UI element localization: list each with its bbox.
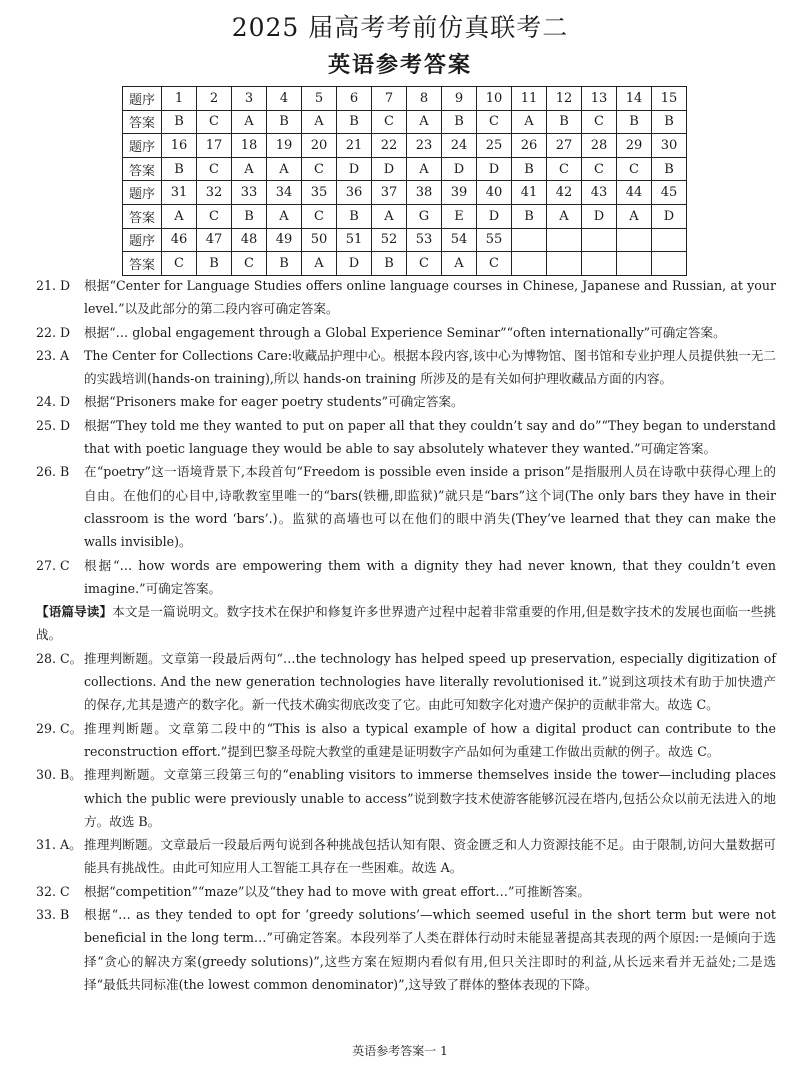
explanation-text: 在“poetry”这一语境背景下,本段首句“Freedom is possible even inside a prison”是指服刑人员在诗歌中获得心理上的自由。在他们的心目中,诗歌教室里唯一的“bars(铁栅,即监狱)”就只是“bars”这个词(The only bars they have in their classroom is the word ‘bars’.)。监狱的高墙也可以在他们的眼中消失(They’ve learned that they can make the walls invisible)。 <box>84 464 776 550</box>
table-cell: A <box>162 204 197 228</box>
table-cell: 1 <box>162 87 197 111</box>
question-number: 33. B <box>36 907 70 923</box>
explanation-text: The Center for Collections Care:收藏品护理中心。根据本段内容,该中心为博物馆、图书馆和专业护理人员提供独一无二的实践培训(hands-on training),所以 hands-on training 所涉及的是有关如何护理收藏品方面的内容。 <box>84 347 776 387</box>
table-cell: 49 <box>267 228 302 252</box>
explanation-item <box>36 274 776 321</box>
table-cell: 11 <box>512 87 547 111</box>
table-cell: B <box>547 110 582 134</box>
table-cell: G <box>407 204 442 228</box>
table-cell: C <box>477 252 512 276</box>
explanation-item <box>36 903 776 996</box>
table-cell: C <box>197 157 232 181</box>
table-cell: 30 <box>652 134 687 158</box>
table-cell: 15 <box>652 87 687 111</box>
table-cell: 17 <box>197 134 232 158</box>
table-cell: 10 <box>477 87 512 111</box>
table-cell: 44 <box>617 181 652 205</box>
table-cell: 6 <box>337 87 372 111</box>
table-cell: B <box>652 157 687 181</box>
table-cell: 46 <box>162 228 197 252</box>
question-number: 28. C。 <box>36 650 83 666</box>
table-cell: A <box>407 157 442 181</box>
table-cell: 43 <box>582 181 617 205</box>
table-cell: 38 <box>407 181 442 205</box>
table-cell: B <box>162 157 197 181</box>
explanation-text: 推理判断题。文章第三段第三句的“enabling visitors to immerse themselves inside the tower—including places which the public were previously unable to access”说到数字技术使游客能够沉浸在塔内,包括公众以前无法进入的地方。故选 B。 <box>84 767 776 829</box>
table-cell: B <box>617 110 652 134</box>
table-cell: 4 <box>267 87 302 111</box>
table-cell: 8 <box>407 87 442 111</box>
table-cell: 32 <box>197 181 232 205</box>
table-cell: 42 <box>547 181 582 205</box>
table-cell: 12 <box>547 87 582 111</box>
table-cell: B <box>162 110 197 134</box>
reading-guide-label: 【语篇导读】 <box>36 604 113 620</box>
table-cell: 14 <box>617 87 652 111</box>
table-cell: 36 <box>337 181 372 205</box>
row-label: 题序 <box>123 181 162 205</box>
question-number: 30. B。 <box>36 767 82 783</box>
table-row <box>123 134 687 158</box>
table-cell: 24 <box>442 134 477 158</box>
table-cell: B <box>232 204 267 228</box>
question-number: 21. D <box>36 278 71 293</box>
table-cell: 7 <box>372 87 407 111</box>
table-cell: D <box>477 157 512 181</box>
explanation-item <box>36 763 776 833</box>
table-cell: D <box>337 252 372 276</box>
table-cell: 45 <box>652 181 687 205</box>
explanation-text: 推理判断题。文章第一段最后两句“…the technology has helped speed up preservation, especially digitization of collections. And the new generation technologies have literally revolutionised it.”说到这项技术有助于加快遗产的保存,尤其是遗产的数字化。新一代技术确实彻底改变了它。由此可知数字化对遗产保护的贡献非常大。故选 C。 <box>84 650 776 713</box>
table-cell: 21 <box>337 134 372 158</box>
table-cell: 28 <box>582 134 617 158</box>
explanation-text: 根据“Center for Language Studies offers online language courses in Chinese, Japanese and Russian, at your level.”以及此部分的第二段内容可确定答案。 <box>84 278 776 317</box>
table-cell: 34 <box>267 181 302 205</box>
table-cell: 37 <box>372 181 407 205</box>
table-cell: A <box>267 204 302 228</box>
table-cell <box>652 252 687 276</box>
table-cell: 3 <box>232 87 267 111</box>
table-cell: C <box>582 110 617 134</box>
table-cell: 9 <box>442 87 477 111</box>
explanation-item <box>36 554 776 601</box>
explanations-group-2 <box>36 647 776 996</box>
table-cell: A <box>547 204 582 228</box>
table-cell: B <box>337 204 372 228</box>
table-cell: D <box>652 204 687 228</box>
explanation-text: 推理判断题。文章第二段中的“This is also a typical example of how a digital product can contribute to the reconstruction effort.”提到巴黎圣母院大教堂的重建是证明数字产品如何为重建工作做出贡献的例子。故选 C。 <box>84 720 776 759</box>
row-label: 题序 <box>123 134 162 158</box>
explanation-text: 根据“… as they tended to opt for ‘greedy solutions’—which seemed useful in the short term but were not beneficial in the long term…”可确定答案。本段列举了人类在群体行动时未能显著提高其表现的两个原因:一是倾向于选择“贪心的解决方案(greedy solutions)”,这些方案在短期内看似有用,但只关注即时的利益,从长远来看并无益处;二是选择“最低共同标准(the lowest common denominator)”,这导致了群体的整体表现的下降。 <box>84 907 776 992</box>
page-footer: 英语参考答案一 1 <box>352 1044 448 1058</box>
table-cell: 29 <box>617 134 652 158</box>
explanation-item <box>36 833 776 880</box>
table-cell: C <box>407 252 442 276</box>
table-cell: C <box>372 110 407 134</box>
table-cell <box>582 252 617 276</box>
explanations-group-1 <box>36 274 776 600</box>
table-cell: B <box>512 157 547 181</box>
table-cell: 52 <box>372 228 407 252</box>
table-cell: C <box>197 204 232 228</box>
table-cell <box>617 228 652 252</box>
explanation-text: 推理判断题。文章最后一段最后两句说到各种挑战包括认知有限、资金匮乏和人力资源技能不足。由于限制,访问大量数据可能具有挑战性。由此可知应用人工智能工具存在一些困难。故选 A。 <box>84 837 776 876</box>
table-row <box>123 204 687 228</box>
table-cell: D <box>372 157 407 181</box>
table-cell: C <box>582 157 617 181</box>
table-cell: 18 <box>232 134 267 158</box>
table-cell <box>582 228 617 252</box>
table-cell: C <box>617 157 652 181</box>
table-row <box>123 181 687 205</box>
row-label: 答案 <box>123 252 162 276</box>
question-number: 25. D <box>36 417 71 433</box>
table-cell: 16 <box>162 134 197 158</box>
explanation-item <box>36 414 776 461</box>
explanation-item <box>36 647 776 717</box>
table-cell: 39 <box>442 181 477 205</box>
table-cell: 5 <box>302 87 337 111</box>
table-cell: 13 <box>582 87 617 111</box>
explanation-text: 根据“… global engagement through a Global Experience Seminar”“often internationally”可确定答案。 <box>84 324 726 340</box>
explanation-item <box>36 321 776 344</box>
table-cell: 31 <box>162 181 197 205</box>
table-cell <box>512 228 547 252</box>
question-number: 31. A。 <box>36 837 82 853</box>
question-number: 32. C <box>36 883 70 899</box>
table-cell: B <box>337 110 372 134</box>
row-label: 题序 <box>123 228 162 252</box>
table-cell: D <box>477 204 512 228</box>
table-cell: B <box>652 110 687 134</box>
table-cell: 25 <box>477 134 512 158</box>
row-label: 题序 <box>123 87 162 111</box>
table-cell: 41 <box>512 181 547 205</box>
explanation-item <box>36 717 776 764</box>
table-cell: 35 <box>302 181 337 205</box>
table-cell: C <box>302 204 337 228</box>
table-cell: A <box>302 252 337 276</box>
table-cell: 50 <box>302 228 337 252</box>
page-title: 2025 届高考考前仿真联考二 <box>231 13 569 42</box>
table-cell: 22 <box>372 134 407 158</box>
page-subtitle: 英语参考答案 <box>327 52 472 78</box>
table-cell: C <box>232 252 267 276</box>
table-row <box>123 110 687 134</box>
table-cell: 2 <box>197 87 232 111</box>
table-cell: B <box>267 110 302 134</box>
explanation-item <box>36 460 776 553</box>
table-cell: 27 <box>547 134 582 158</box>
table-cell: 33 <box>232 181 267 205</box>
explanation-text: 根据“Prisoners make for eager poetry students”可确定答案。 <box>84 394 464 410</box>
table-cell: A <box>267 157 302 181</box>
table-cell: 47 <box>197 228 232 252</box>
table-cell: B <box>372 252 407 276</box>
table-cell: A <box>372 204 407 228</box>
table-cell: 40 <box>477 181 512 205</box>
reading-guide-text: 本文是一篇说明文。数字技术在保护和修复许多世界遗产过程中起着非常重要的作用,但是数字技术的发展也面临一些挑战。 <box>36 604 776 643</box>
explanation-text: 根据“… how words are empowering them with a dignity they had never known, that they couldn’t even imagine.”可确定答案。 <box>84 557 776 596</box>
table-cell <box>512 252 547 276</box>
row-label: 答案 <box>123 110 162 134</box>
row-label: 答案 <box>123 204 162 228</box>
question-number: 29. C。 <box>36 720 83 736</box>
table-cell: C <box>302 157 337 181</box>
table-row <box>123 87 687 111</box>
table-cell: B <box>442 110 477 134</box>
question-number: 22. D <box>36 324 71 340</box>
table-row <box>123 228 687 252</box>
table-cell: 26 <box>512 134 547 158</box>
table-cell: C <box>477 110 512 134</box>
question-number: 24. D <box>36 394 71 410</box>
table-cell: 54 <box>442 228 477 252</box>
explanation-item <box>36 344 776 391</box>
table-cell: 48 <box>232 228 267 252</box>
question-number: 23. A <box>36 347 70 363</box>
table-cell: 23 <box>407 134 442 158</box>
table-cell: A <box>442 252 477 276</box>
table-cell: B <box>512 204 547 228</box>
table-cell <box>617 252 652 276</box>
table-cell: D <box>582 204 617 228</box>
table-cell: E <box>442 204 477 228</box>
table-cell: D <box>442 157 477 181</box>
table-cell <box>547 228 582 252</box>
table-cell: C <box>197 110 232 134</box>
table-cell: 20 <box>302 134 337 158</box>
table-cell: 55 <box>477 228 512 252</box>
question-number: 26. B <box>36 464 70 480</box>
explanation-text: 根据“They told me they wanted to put on paper all that they couldn’t say and do”“They began to understand that with poetic language they would be able to say absolutely whatever they wanted.”可确定答案。 <box>84 417 776 457</box>
table-cell: A <box>512 110 547 134</box>
explanation-item <box>36 880 776 903</box>
answer-table <box>122 86 687 276</box>
table-cell: 19 <box>267 134 302 158</box>
table-row <box>123 157 687 181</box>
table-cell: 53 <box>407 228 442 252</box>
table-cell: C <box>547 157 582 181</box>
table-cell: A <box>407 110 442 134</box>
table-cell: 51 <box>337 228 372 252</box>
table-row <box>123 252 687 276</box>
table-cell: B <box>197 252 232 276</box>
table-cell <box>652 228 687 252</box>
table-cell: C <box>162 252 197 276</box>
table-cell: A <box>232 110 267 134</box>
reading-guide <box>36 600 776 647</box>
row-label: 答案 <box>123 157 162 181</box>
table-cell <box>547 252 582 276</box>
explanations-section <box>36 274 776 996</box>
table-cell: D <box>337 157 372 181</box>
explanation-item <box>36 390 776 413</box>
table-cell: A <box>617 204 652 228</box>
table-cell: A <box>232 157 267 181</box>
question-number: 27. C <box>36 557 70 573</box>
explanation-text: 根据“competition”“maze”以及“they had to move with great effort…”可推断答案。 <box>84 883 590 899</box>
table-cell: B <box>267 252 302 276</box>
table-cell: A <box>302 110 337 134</box>
